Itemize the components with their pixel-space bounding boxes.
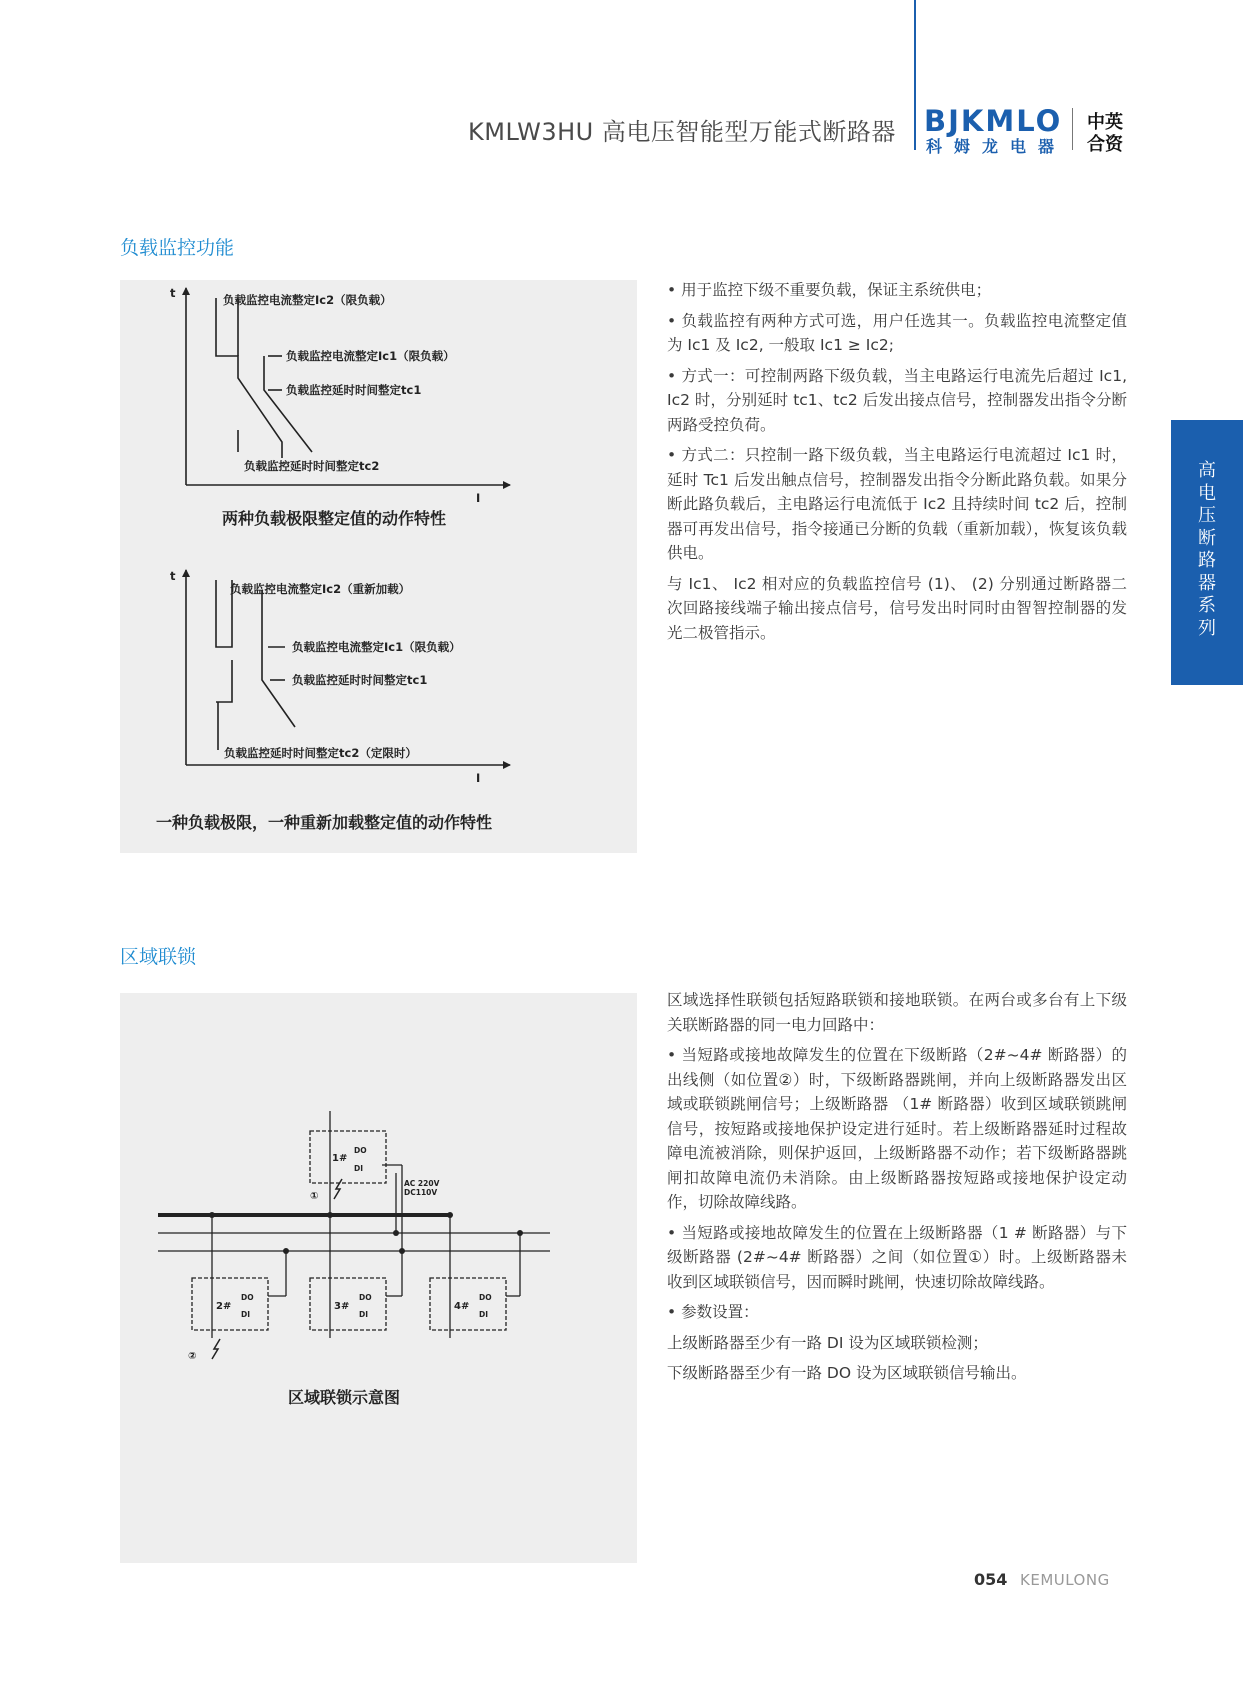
ic1-curve: [264, 356, 312, 452]
side-tab-char: 高: [1198, 460, 1216, 481]
b1-di-label: DI: [354, 1164, 364, 1173]
header-divider-line: [914, 0, 916, 150]
b1-do-label: DO: [354, 1146, 367, 1155]
fault-lightning-icon: [212, 1339, 220, 1359]
d2-label-tc2: 负载监控延时时间整定tc2（定限时）: [224, 746, 417, 760]
zone-para-2: • 当短路或接地故障发生的位置在下级断路（2#~4# 断路器）的出线侧（如位置②）时，下级断路器跳闸，并向上级断路器发出区域或联锁跳闸信号；上级断路器 （1# 断路器）收到区域联锁跳闸信号，按短路或接地保护设定进行延时。若上级断路器延时过程故障电流被消除，则保护返回，上级断路器不动作；若下级断路器跳闸扣故障电流仍未消除。由上级断路器按短路或接地保护设定动作，切除故障线路。: [667, 1043, 1127, 1215]
document-title: KMLW3HU 高电压智能型万能式断路器: [468, 118, 896, 146]
b4-do-label: DO: [479, 1293, 492, 1302]
junction-dot: [447, 1212, 453, 1218]
d1-label-tc1: 负载监控延时时间整定tc1: [286, 383, 422, 397]
brand-separator: [1072, 108, 1073, 150]
zone-para-4: • 参数设置：: [667, 1300, 1127, 1325]
side-tab-char: 压: [1198, 505, 1216, 526]
load-characteristic-diagram-2: [186, 570, 510, 765]
fault-lightning-icon: [334, 1179, 342, 1199]
b2-di-label: DI: [241, 1310, 251, 1319]
side-tab-char: 器: [1198, 572, 1216, 594]
page-number: 054: [974, 1570, 1008, 1589]
load-para-4: • 方式二：只控制一路下级负载，当主电路运行电流超过 Ic1 时，延时 Tc1 后发出触点信号，控制器发出指令分断此路负载。如果分断此路负载后，主电路运行电流低于 Ic2 且持续时间 tc2 后，控制器可再发出信号，指令接通已分断的负载（重新加载），恢复该负载供电。: [667, 443, 1127, 566]
load-monitoring-diagrams: [120, 280, 637, 853]
power-label-dc: DC110V: [404, 1188, 438, 1197]
side-tab-char: 电: [1198, 482, 1216, 504]
junction-dot: [517, 1230, 523, 1236]
breaker-3-label: 3#: [334, 1301, 350, 1312]
brand-chinese-name: 科姆龙电器: [926, 137, 1067, 156]
b4-di-label: DI: [479, 1310, 489, 1319]
d1-label-ic2: 负载监控电流整定Ic2（限负载）: [223, 293, 392, 307]
zone-para-3: • 当短路或接地故障发生的位置在上级断路器（1 # 断路器）与下级断路器 (2#~4# 断路器）之间（如位置①）时。上级断路器未收到区域联锁信号，因而瞬时跳闸，快速切除故障线路。: [667, 1221, 1127, 1295]
d2-label-tc1: 负载监控延时时间整定tc1: [292, 673, 428, 687]
side-tab-char: 系: [1198, 595, 1216, 616]
d1-axis-t: t: [170, 286, 176, 300]
load-para-3: • 方式一：可控制两路下级负载，当主电路运行电流先后超过 Ic1, Ic2 时，分别延时 tc1、tc2 后发出接点信号，控制器发出指令分断两路受控负荷。: [667, 364, 1127, 438]
fault-position-1: ①: [310, 1191, 319, 1202]
d2-label-ic2: 负载监控电流整定Ic2（重新加载）: [230, 582, 411, 596]
brand-logo-text: BJKMLO: [924, 104, 1063, 138]
zone-para-5: 上级断路器至少有一路 DI 设为区域联锁检测；: [667, 1333, 988, 1352]
breaker-1-box: [310, 1131, 386, 1183]
zone-interlock-diagram: [120, 993, 637, 1563]
b3-di-label: DI: [359, 1310, 369, 1319]
zone-diagram-caption: 区域联锁示意图: [288, 1388, 401, 1407]
load-monitoring-text: [667, 278, 1127, 651]
b3-do-label: DO: [359, 1293, 372, 1302]
load-para-2: • 负载监控有两种方式可选，用户任选其一。负载监控电流整定值为 Ic1 及 Ic2, 一般取 Ic1 ≥ Ic2;: [667, 309, 1127, 358]
d1-axis-i: I: [476, 491, 481, 505]
load-monitoring-section-title: 负载监控功能: [120, 237, 235, 259]
d1-label-ic1: 负载监控电流整定Ic1（限负载）: [286, 349, 455, 363]
footer-brand: KEMULONG: [1020, 1571, 1110, 1589]
b2-do-label: DO: [241, 1293, 254, 1302]
zone-interlock-text: [667, 988, 1127, 1392]
side-tab-char: 路: [1198, 550, 1216, 571]
diagram1-caption: 两种负载极限整定值的动作特性: [222, 509, 447, 528]
load-monitoring-diagram-panel: [120, 280, 637, 853]
zone-para-6: 下级断路器至少有一路 DO 设为区域联锁信号输出。: [667, 1364, 1027, 1382]
d2-label-ic1: 负载监控电流整定Ic1（限负载）: [292, 640, 461, 654]
junction-dot: [399, 1248, 405, 1254]
fault-position-2: ②: [188, 1351, 197, 1362]
zone-para-1: 区域选择性联锁包括短路联锁和接地联锁。在两台或多台有上下级关联断路器的同一电力回路中：: [667, 991, 1127, 1034]
diagram2-caption: 一种负载极限，一种重新加载整定值的动作特性: [156, 813, 493, 832]
breaker-2-label: 2#: [216, 1301, 232, 1312]
breaker-4-label: 4#: [454, 1301, 470, 1312]
d1-label-tc2: 负载监控延时时间整定tc2: [244, 459, 380, 473]
zone-interlock-diagram-panel: [120, 993, 637, 1563]
power-label-ac: AC 220V: [404, 1179, 440, 1188]
junction-dot: [393, 1230, 399, 1236]
junction-dot: [283, 1248, 289, 1254]
zone-interlock-section-title: 区域联锁: [120, 946, 197, 968]
side-tab-char: 列: [1198, 617, 1216, 639]
breaker-1-label: 1#: [332, 1153, 348, 1164]
d2-axis-t: t: [170, 569, 176, 583]
ic2-curve: [216, 298, 282, 458]
d2-axis-i: I: [476, 771, 481, 785]
load-para-5: 与 Ic1、 Ic2 相对应的负载监控信号 (1)、 (2) 分别通过断路器二次回路接线端子输出接点信号，信号发出时同时由智智控制器的发光二极管指示。: [667, 574, 1127, 642]
tc2-step: [216, 660, 232, 702]
brand-tag-line1: 中英: [1087, 112, 1123, 133]
side-tab-char: 断: [1198, 527, 1216, 549]
ic1-curve: [262, 590, 295, 727]
load-para-1: • 用于监控下级不重要负载，保证主系统供电；: [667, 278, 1127, 303]
junction-dot: [209, 1212, 215, 1218]
junction-dot: [327, 1212, 333, 1218]
series-side-tab: [1171, 420, 1243, 685]
brand-tag-line2: 合资: [1087, 134, 1123, 155]
